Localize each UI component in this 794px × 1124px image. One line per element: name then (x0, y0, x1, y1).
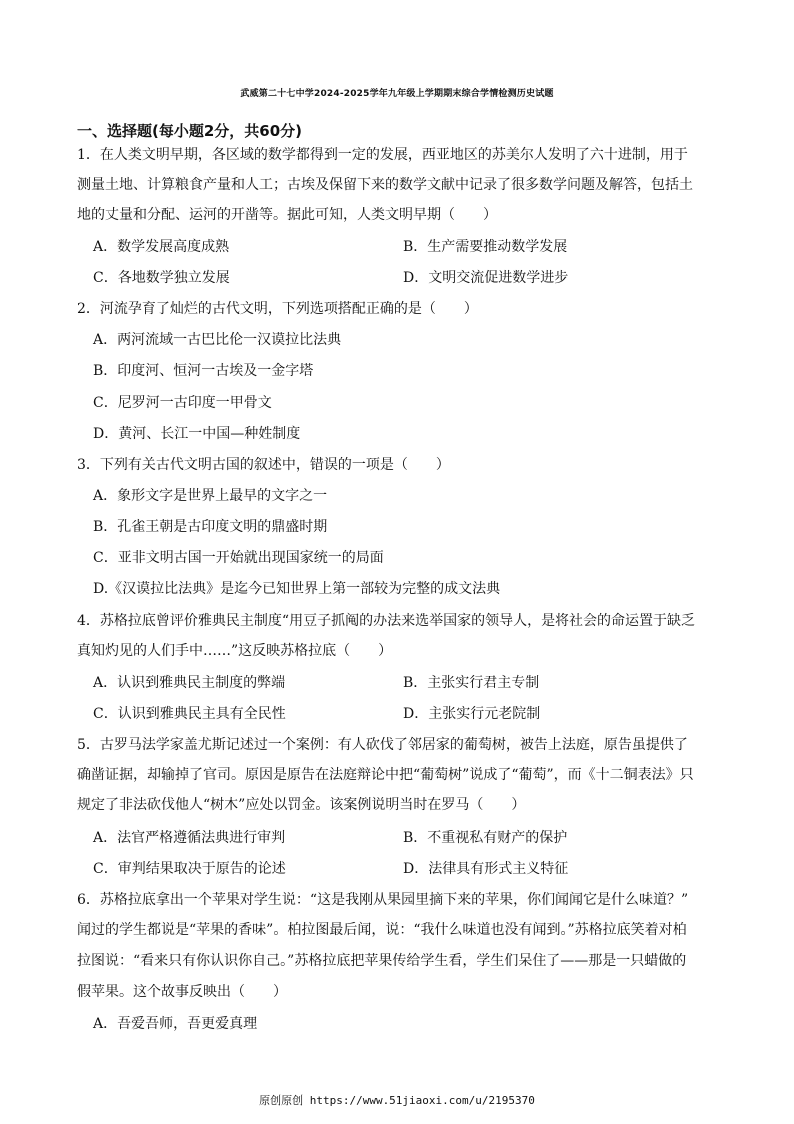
question-2-option-c: C．尼罗河一古印度一甲骨文 (93, 395, 272, 411)
question-4-option-c: C．认识到雅典民主具有全民性 (93, 706, 286, 722)
question-1-option-b: B．生产需要推动数学发展 (403, 239, 568, 255)
question-4-option-b: B．主张实行君主专制 (403, 675, 540, 691)
question-4-line-2: 真知灼见的人们手中……”这反映苏格拉底（ ） (77, 643, 393, 659)
question-3-option-d: D.《汉谟拉比法典》是迄今已知世界上第一部较为完整的成文法典 (93, 581, 501, 597)
question-5-option-b: B．不重视私有财产的保护 (403, 830, 568, 846)
question-5-line-3: 规定了非法砍伐他人“树木”应处以罚金。该案例说明当时在罗马（ ） (77, 797, 526, 813)
question-5-line-1: 5．古罗马法学家盖尤斯记述过一个案例：有人砍伐了邻居家的葡萄树，被告上法庭，原告虽提供了 (77, 737, 688, 753)
question-1-option-d: D．文明交流促进数学进步 (403, 270, 569, 286)
question-1-option-a: A．数学发展高度成熟 (93, 239, 230, 255)
question-5-option-d: D．法律具有形式主义特征 (403, 861, 569, 877)
question-6-option-a: A．吾爱吾师，吾更爱真理 (93, 1016, 258, 1032)
question-6-line-2: 闻过的学生都说是“苹果的香味”。柏拉图最后闻，说：“我什么味道也没有闻到。”苏格拉底笑着对柏 (77, 922, 687, 938)
question-4-option-d: D．主张实行元老院制 (403, 706, 541, 722)
question-3-option-a: A．象形文字是世界上最早的文字之一 (93, 488, 328, 504)
question-1-line-2: 测量土地、计算粮食产量和人工；古埃及保留下来的数学文献中记录了很多数学问题及解答，包括土 (77, 177, 693, 193)
question-1-line-1: 1．在人类文明早期，各区域的数学都得到一定的发展，西亚地区的苏美尔人发明了六十进制，用于 (77, 147, 688, 163)
question-5-line-2: 确凿证据，却输掉了官司。原因是原告在法庭辩论中把“葡萄树”说成了“葡萄”，而《十二铜表法》只 (77, 767, 694, 783)
question-2-option-b: B．印度河、恒河一古埃及一金字塔 (93, 363, 314, 379)
footer-watermark-url: 原创原创 https://www.51jiaoxi.com/u/2195370 (259, 1094, 535, 1107)
question-1-line-3: 地的丈量和分配、运河的开凿等。据此可知，人类文明早期（ ） (77, 207, 497, 223)
question-3-line-1: 3．下列有关古代文明古国的叙述中，错误的一项是（ ） (77, 457, 450, 473)
question-3-option-c: C．亚非文明古国一开始就出现国家统一的局面 (93, 550, 384, 566)
question-5-option-a: A．法官严格遵循法典进行审判 (93, 830, 286, 846)
question-6-line-3: 拉图说：“看来只有你认识你自己。”苏格拉底把苹果传给学生看，学生们呆住了——那是一只蜡做的 (77, 953, 687, 969)
question-4-option-a: A．认识到雅典民主制度的弊端 (93, 675, 286, 691)
question-3-option-b: B．孔雀王朝是古印度文明的鼎盛时期 (93, 519, 328, 535)
section-heading: 一、选择题(每小题2分，共60分) (77, 122, 303, 140)
question-1-option-c: C．各地数学独立发展 (93, 270, 230, 286)
question-4-line-1: 4．苏格拉底曾评价雅典民主制度“用豆子抓阄的办法来选举国家的领导人，是将社会的命运置于缺乏 (77, 613, 696, 629)
exam-title: 武威第二十七中学2024-2025学年九年级上学期期末综合学情检测历史试题 (240, 89, 554, 99)
question-2-option-d: D．黄河、长江一中国—种姓制度 (93, 426, 301, 442)
question-6-line-1: 6．苏格拉底拿出一个苹果对学生说：“这是我刚从果园里摘下来的苹果，你们闻闻它是什么味道？” (77, 892, 689, 908)
question-6-line-4: 假苹果。这个故事反映出（ ） (77, 984, 287, 1000)
question-5-option-c: C．审判结果取决于原告的论述 (93, 861, 286, 877)
question-2-line-1: 2．河流孕育了灿烂的古代文明，下列选项搭配正确的是（ ） (77, 301, 478, 317)
question-2-option-a: A．两河流域一古巴比伦一汉谟拉比法典 (93, 332, 342, 348)
